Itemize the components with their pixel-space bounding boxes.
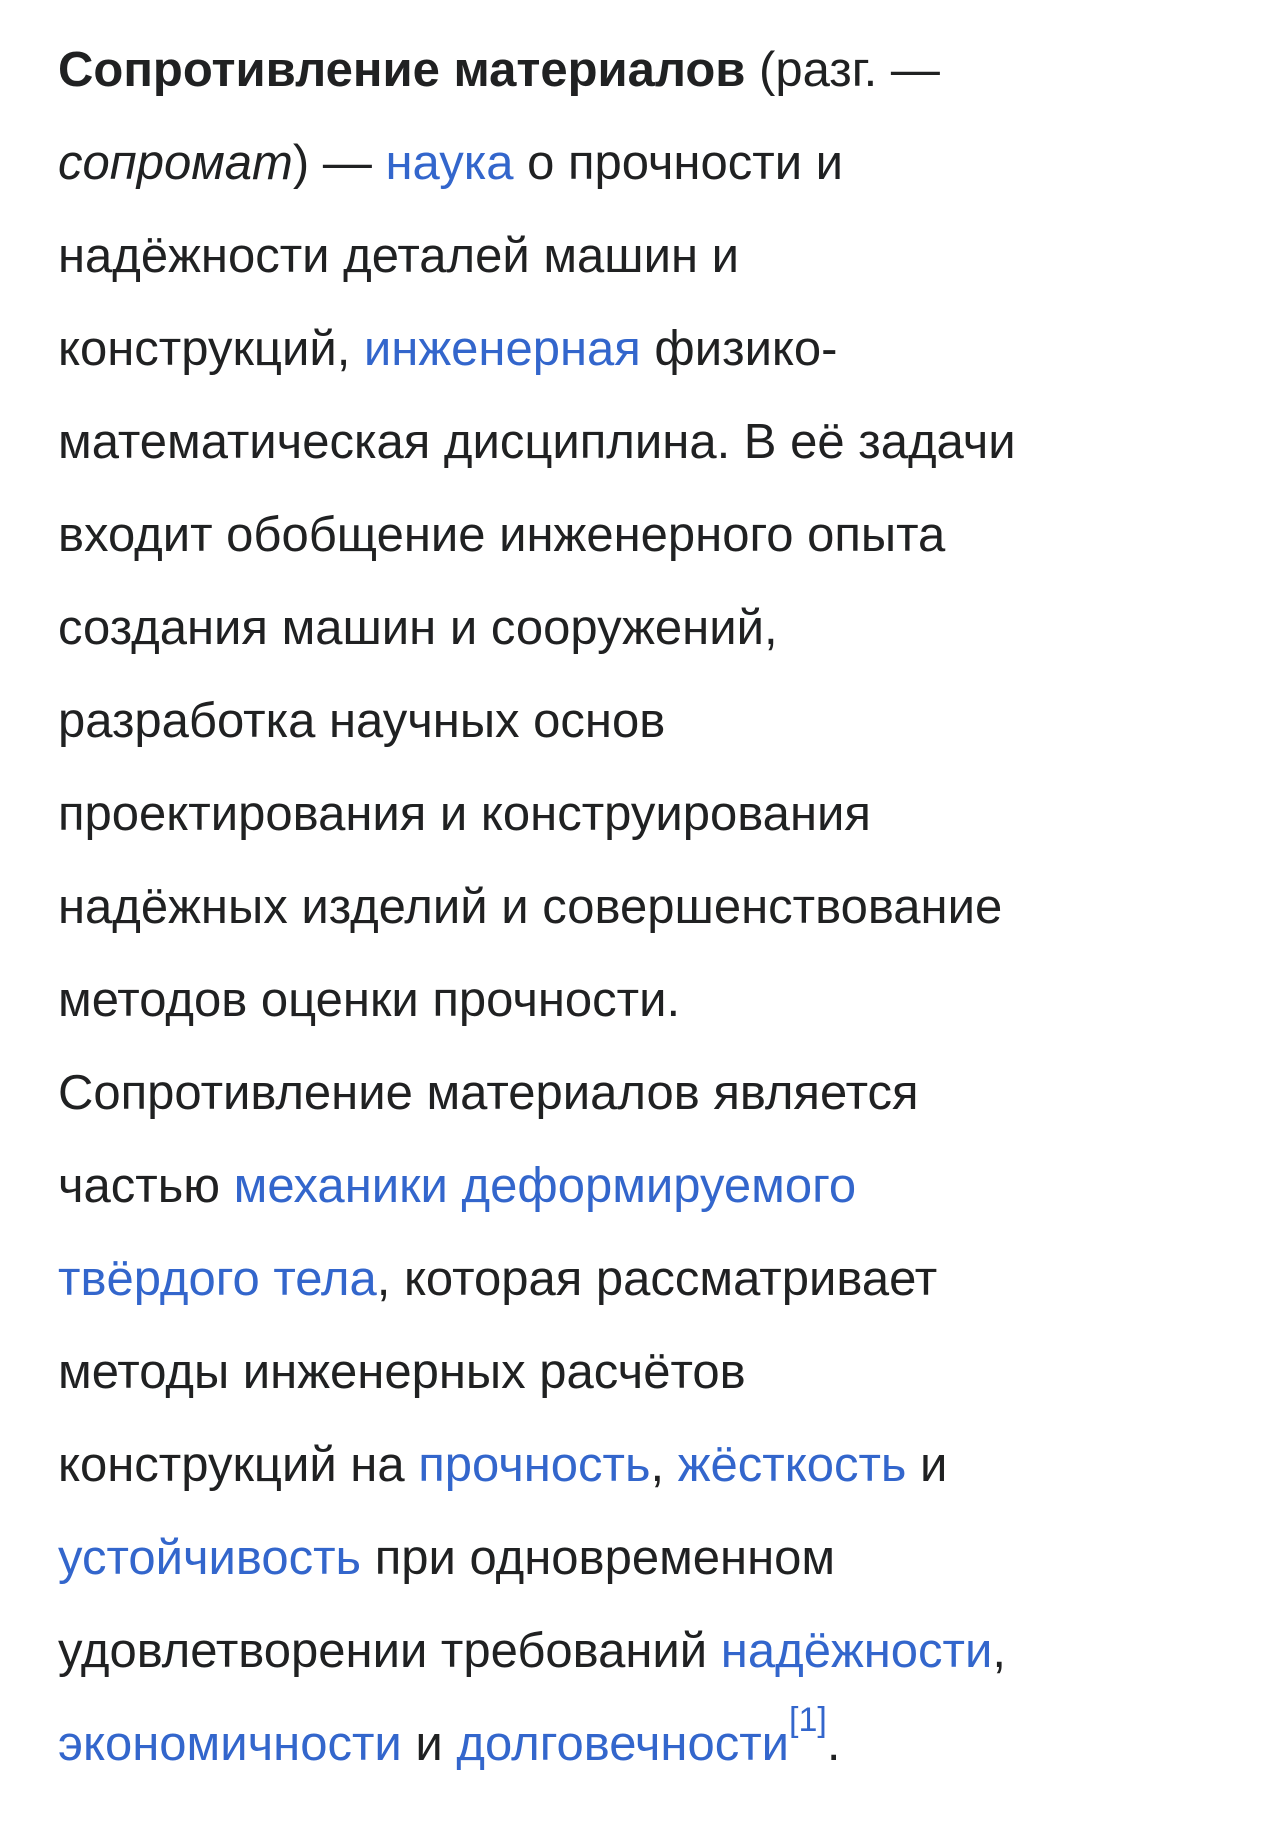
text-line-13 (58, 1140, 1233, 1233)
text-span: , которая рассматривает (376, 1252, 938, 1306)
link-engineering[interactable]: инженерная (363, 322, 641, 376)
text-line-9: проектирования и конструирования (58, 787, 871, 841)
text-span: удовлетворении требований (58, 1624, 721, 1678)
text-line-2 (58, 117, 1233, 210)
text-line-19 (58, 1698, 1233, 1791)
text-line-15: методы инженерных расчётов (58, 1345, 746, 1399)
text-line-1 (58, 24, 1233, 117)
link-nauka[interactable]: наука (385, 136, 514, 190)
article-body (58, 24, 1233, 1791)
text-line-3: надёжности деталей машин и (58, 229, 740, 283)
text-span: конструкций на (58, 1438, 419, 1492)
link-strength[interactable]: прочность (418, 1438, 651, 1492)
text-line-5: математическая дисциплина. В её задачи (58, 415, 1016, 469)
text-span: частью (58, 1159, 234, 1213)
text-line-12: Сопротивление материалов является (58, 1066, 919, 1120)
text-line-11: методов оценки прочности. (58, 973, 681, 1027)
text-line-8: разработка научных основ (58, 694, 666, 748)
text-span: конструкций, (58, 322, 364, 376)
text-span: и (906, 1438, 948, 1492)
link-durability[interactable]: долговечности (456, 1717, 790, 1771)
link-economy[interactable]: экономичности (58, 1717, 402, 1771)
text-line-17 (58, 1512, 1233, 1605)
text-line-4 (58, 303, 1233, 396)
text-span: физико- (640, 322, 838, 376)
text-span: (разг. — (745, 43, 940, 97)
link-stiffness[interactable]: жёсткость (677, 1438, 907, 1492)
text-span: о прочности и (513, 136, 844, 190)
text-span: и (401, 1717, 457, 1771)
link-reliability[interactable]: надёжности (720, 1624, 993, 1678)
text-span: . (826, 1717, 841, 1771)
text-span: ) — (292, 136, 386, 190)
colloquial-term: сопромат (58, 136, 293, 190)
article-paragraph (58, 24, 1233, 1791)
link-solid-mechanics-cont[interactable]: твёрдого тела (58, 1252, 377, 1306)
link-solid-mechanics[interactable]: механики деформируемого (233, 1159, 857, 1213)
text-line-10: надёжных изделий и совершенствование (58, 880, 1003, 934)
text-span: , (992, 1624, 1006, 1678)
text-span: , (650, 1438, 678, 1492)
reference-link-1[interactable]: [1] (789, 1701, 827, 1740)
text-line-18 (58, 1605, 1233, 1698)
text-span: при одновременном (361, 1531, 836, 1585)
text-line-7: создания машин и сооружений, (58, 601, 778, 655)
text-line-6: входит обобщение инженерного опыта (58, 508, 946, 562)
text-line-14 (58, 1233, 1233, 1326)
text-line-16 (58, 1419, 1233, 1512)
article-title-term: Сопротивление материалов (58, 43, 746, 97)
link-stability[interactable]: устойчивость (58, 1531, 362, 1585)
